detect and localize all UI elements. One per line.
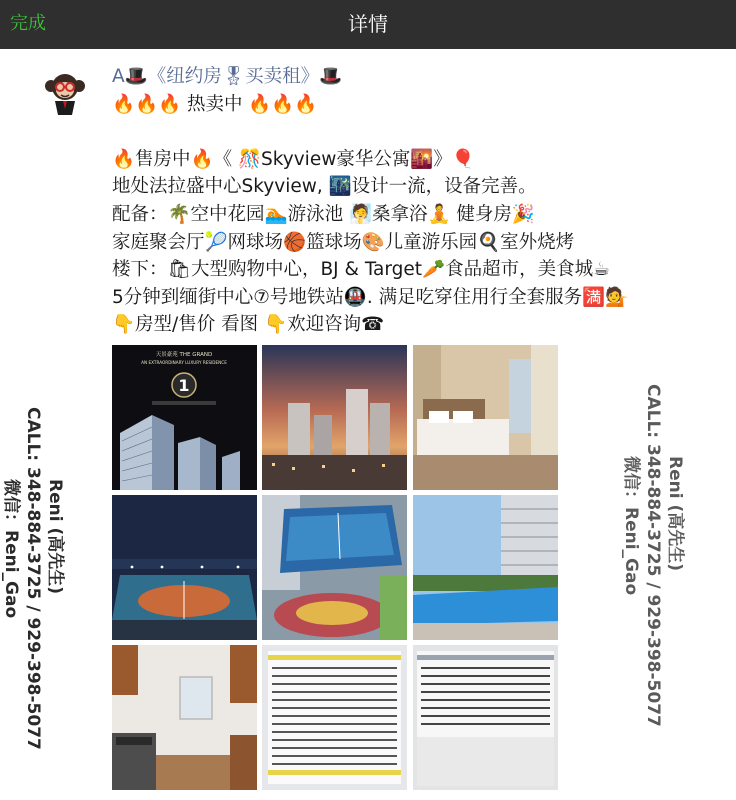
brochure-line2: AN EXTRAORDINARY LUXURY RESIDENCE	[141, 360, 227, 365]
photo-thumbnail-pool[interactable]	[413, 495, 558, 640]
post-line: 👇房型/售价 看图 👇欢迎咨询☎	[112, 314, 385, 336]
photo-thumbnail-kitchen[interactable]	[112, 645, 257, 790]
watermark-wechat: 微信：Reni_Gao	[621, 456, 641, 596]
photo-thumbnail-sunset-skyline[interactable]	[262, 345, 407, 490]
author-name[interactable]: A🎩《纽约房🎖买卖租》🎩	[112, 66, 343, 87]
post-detail	[0, 49, 736, 800]
watermark-name: Reni (高先生)	[45, 479, 65, 595]
watermark-phone: CALL: 348-884-3725 / 929-398-5077	[23, 407, 43, 750]
watermark-left	[0, 407, 66, 750]
photo-thumbnail-building-brochure[interactable]	[112, 345, 257, 490]
post-line: 🔥🔥🔥 热卖中 🔥🔥🔥	[112, 93, 318, 115]
post-text	[112, 63, 712, 339]
avatar[interactable]	[42, 69, 88, 115]
watermark-right	[620, 384, 686, 727]
post-line: 楼下：🛍大型购物中心，BJ & Target🥕食品超市，美食城☕	[112, 259, 610, 281]
photo-thumbnail-price-sheet[interactable]	[262, 645, 407, 790]
post-line: 🔥售房中🔥《 🎊Skyview豪华公寓🌇》🎈	[112, 148, 475, 170]
post-line-blank	[112, 118, 712, 146]
post-line: 家庭聚会厅🎾网球场🏀篮球场🎨儿童游乐园🍳室外烧烤	[112, 231, 575, 253]
photo-thumbnail-aerial-courts[interactable]	[262, 495, 407, 640]
photo-thumbnail-rooftop-court[interactable]	[112, 495, 257, 640]
monkey-avatar-icon	[42, 69, 88, 115]
post-line: 配备：🌴空中花园🏊游泳池 🧖桑拿浴🧘 健身房🎉	[112, 203, 535, 225]
photo-thumbnail-bedroom[interactable]	[413, 345, 558, 490]
watermark-phone: CALL: 348-884-3725 / 929-398-5077	[643, 384, 663, 727]
post-line: 5分钟到缅街中心⑦号地铁站🚇. 满足吃穿住用行全套服务🈵💁	[112, 286, 629, 308]
done-button[interactable]: 完成	[10, 13, 46, 34]
page-title: 详情	[348, 12, 388, 36]
watermark-name: Reni (高先生)	[665, 456, 685, 572]
photo-thumbnail-price-sheet-2[interactable]	[413, 645, 558, 790]
watermark-wechat: 微信：Reni_Gao	[1, 479, 21, 619]
brochure-line1: 天景豪苑 THE GRAND	[155, 352, 213, 358]
award-badge: 1	[178, 376, 190, 395]
post-line: 地处法拉盛中心Skyview, 🌃设计一流，设备完善。	[112, 176, 537, 198]
navigation-bar	[0, 0, 736, 49]
